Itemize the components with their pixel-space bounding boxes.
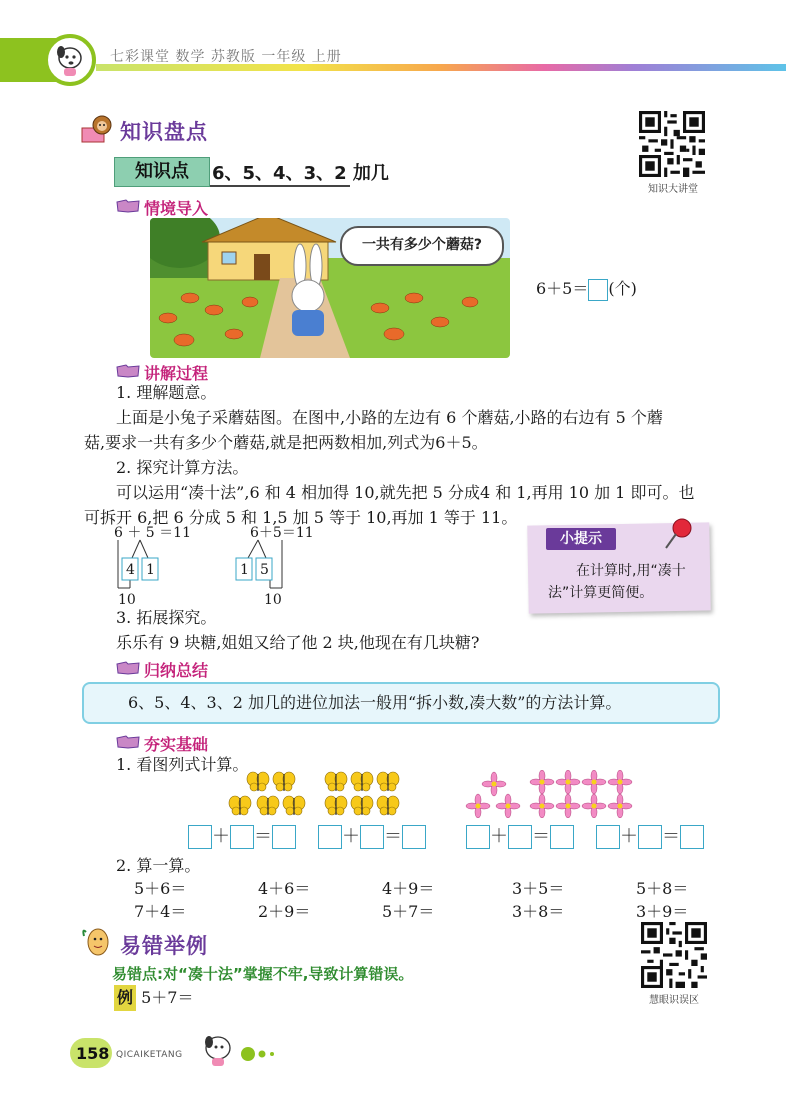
subheading-explanation: 讲解过程 xyxy=(144,364,209,383)
answer-box[interactable] xyxy=(360,825,384,849)
header-series-title: 七彩课堂 数学 苏教版 一年级 上册 xyxy=(110,49,342,65)
subheading-summary: 归纳总结 xyxy=(144,661,209,680)
para-1-title: 1. 理解题意。 xyxy=(116,383,217,402)
equation-text: 6＋5＝ xyxy=(536,279,589,298)
answer-box[interactable] xyxy=(188,825,212,849)
subheading-situation: 情境导入 xyxy=(144,199,209,218)
plus-sign: ＋ xyxy=(490,826,508,847)
calc-item: 3＋8＝ xyxy=(512,902,565,921)
picture-equation-2 xyxy=(318,822,426,849)
book-icon xyxy=(116,199,140,213)
equation-unit: (个) xyxy=(608,279,637,298)
example-tag: 例 xyxy=(114,985,136,1011)
knowledge-point-underline xyxy=(210,185,350,187)
qr-code-icon[interactable] xyxy=(641,922,707,988)
dog-mascot-icon xyxy=(48,38,92,82)
tip-text: 在计算时,用“凑十法”计算更简便。 xyxy=(548,563,686,601)
diagram-1-equation: 6 ＋ 5 ＝11 xyxy=(114,525,191,541)
answer-box[interactable] xyxy=(680,825,704,849)
egg-character-icon xyxy=(80,926,114,956)
answer-box[interactable] xyxy=(596,825,620,849)
answer-box[interactable] xyxy=(272,825,296,849)
page-number: 158 xyxy=(76,1044,110,1063)
calc-item: 5＋6＝ xyxy=(134,879,187,898)
answer-box[interactable] xyxy=(550,825,574,849)
calc-item: 2＋9＝ xyxy=(258,902,311,921)
section-title-knowledge: 知识盘点 xyxy=(120,120,208,144)
answer-box[interactable] xyxy=(402,825,426,849)
plus-sign: ＋ xyxy=(342,826,360,847)
answer-box[interactable] xyxy=(508,825,532,849)
para-2-title: 2. 探究计算方法。 xyxy=(116,458,249,477)
speech-bubble: 一共有多少个蘑菇? xyxy=(340,226,504,266)
calc-item: 7＋4＝ xyxy=(134,902,187,921)
para-2-line2: 可拆开 6,把 6 分成 5 和 1,5 加 5 等于 10,再加 1 等于 11。 xyxy=(84,508,518,527)
picture-equation-3 xyxy=(466,822,574,849)
diagram-2-ten: 10 xyxy=(264,592,282,608)
calc-item: 5＋8＝ xyxy=(636,879,689,898)
footer-mascot-dots xyxy=(200,1030,290,1070)
book-icon xyxy=(116,364,140,378)
book-icon xyxy=(116,661,140,675)
diagram-1-box-a: 4 xyxy=(126,562,135,578)
diagram-2-box-a: 1 xyxy=(240,562,249,578)
equals-sign: ＝ xyxy=(662,826,680,847)
section-title-errors: 易错举例 xyxy=(120,934,208,958)
diagram-2-box-b: 5 xyxy=(260,562,269,578)
basics-question-1: 1. 看图列式计算。 xyxy=(116,755,249,774)
answer-box[interactable] xyxy=(466,825,490,849)
footer-brand: QICAIKETANG xyxy=(116,1050,183,1060)
answer-box[interactable] xyxy=(588,279,608,301)
summary-box: 6、5、4、3、2 加几的进位加法一般用“拆小数,凑大数”的方法计算。 xyxy=(82,682,720,724)
qr-label-lecture: 知识大讲堂 xyxy=(648,184,698,195)
para-3-line: 乐乐有 9 块糖,姐姐又给了他 2 块,他现在有几块糖? xyxy=(116,633,480,652)
picture-equation-1 xyxy=(188,822,296,849)
knowledge-point-badge: 知识点 xyxy=(114,157,210,187)
equals-sign: ＝ xyxy=(384,826,402,847)
plus-sign: ＋ xyxy=(620,826,638,847)
answer-box[interactable] xyxy=(230,825,254,849)
equals-sign: ＝ xyxy=(254,826,272,847)
monkey-book-icon xyxy=(80,114,114,144)
para-1-line1: 上面是小兔子采蘑菇图。在图中,小路的左边有 6 个蘑菇,小路的右边有 5 个蘑 xyxy=(116,408,663,427)
header-mascot xyxy=(44,34,96,86)
para-2-line1: 可以运用“凑十法”,6 和 4 相加得 10,就先把 5 分成4 和 1,再用 10 加 1 即可。也 xyxy=(116,483,695,502)
calc-item: 4＋9＝ xyxy=(382,879,435,898)
diagram-1-box-b: 1 xyxy=(146,562,155,578)
calc-item: 4＋6＝ xyxy=(258,879,311,898)
para-1-line2: 菇,要求一共有多少个蘑菇,就是把两数相加,列式为6＋5。 xyxy=(84,433,488,452)
basics-question-2: 2. 算一算。 xyxy=(116,856,201,875)
book-icon xyxy=(116,735,140,749)
calc-item: 3＋5＝ xyxy=(512,879,565,898)
example-text: 5＋7＝ xyxy=(141,988,194,1007)
pushpin-icon xyxy=(660,516,696,552)
plus-sign: ＋ xyxy=(212,826,230,847)
calc-item: 3＋9＝ xyxy=(636,902,689,921)
calc-item: 5＋7＝ xyxy=(382,902,435,921)
error-point-label: 易错点:对“凑十法”掌握不牢,导致计算错误。 xyxy=(112,965,414,983)
situation-equation xyxy=(536,276,637,301)
qr-code-icon[interactable] xyxy=(639,111,705,177)
diagram-2-equation: 6＋5＝11 xyxy=(250,525,314,541)
knowledge-point-title: 6、5、4、3、2 加几 xyxy=(212,163,389,184)
picture-equation-4 xyxy=(596,822,704,849)
para-3-title: 3. 拓展探究。 xyxy=(116,608,217,627)
answer-box[interactable] xyxy=(638,825,662,849)
qr-label-mistakes: 慧眼识误区 xyxy=(649,995,699,1006)
flowers-image xyxy=(464,770,634,818)
diagram-1-ten: 10 xyxy=(118,592,136,608)
butterflies-image xyxy=(228,770,418,818)
answer-box[interactable] xyxy=(318,825,342,849)
equals-sign: ＝ xyxy=(532,826,550,847)
tip-tag: 小提示 xyxy=(546,528,616,550)
subheading-basics: 夯实基础 xyxy=(144,735,209,754)
example-line xyxy=(114,985,193,1011)
